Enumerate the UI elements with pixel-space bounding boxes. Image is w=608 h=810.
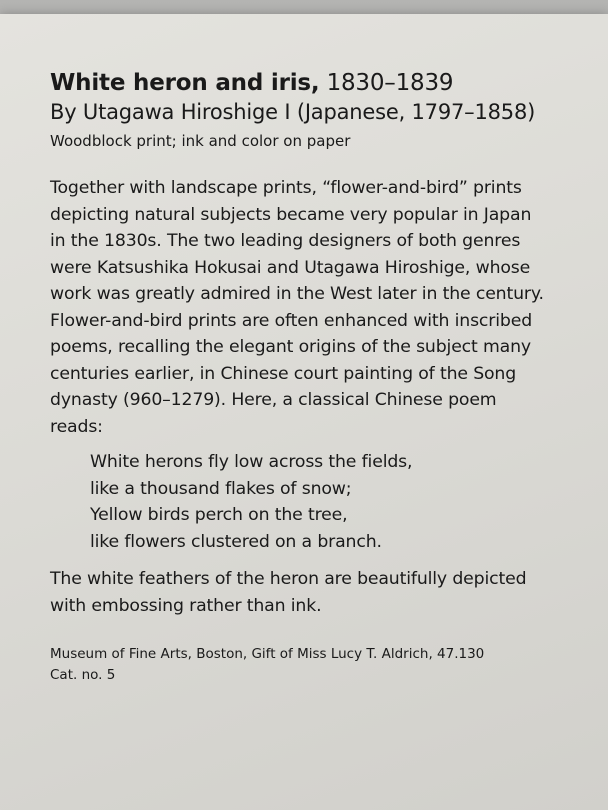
poem-block: [90, 449, 590, 555]
catalog-number: Cat. no. 5: [50, 667, 116, 683]
description-line: dynasty (960–1279). Here, a classical Chinese poem: [50, 390, 497, 410]
description-line: reads:: [50, 416, 103, 437]
poem-line: White herons fly low across the fields,: [90, 452, 413, 472]
description-line: depicting natural subjects became very popular in Japan: [50, 204, 532, 225]
description-line: were Katsushika Hokusai and Utagawa Hiroshige, whose: [50, 257, 531, 278]
medium-line: Woodblock print; ink and color on paper: [50, 132, 351, 150]
artist-line: By Utagawa Hiroshige I (Japanese, 1797–1858): [50, 100, 536, 124]
description-line: poems, recalling the elegant origins of the subject many: [50, 337, 532, 357]
credit-text: Museum of Fine Arts, Boston, Gift of Miss Lucy T. Aldrich, 47.130: [50, 646, 485, 662]
artwork-date: 1830–1839: [326, 70, 454, 96]
description-line: work was greatly admired in the West later in the century.: [50, 284, 544, 304]
description-line: centuries earlier, in Chinese court painting of the Song: [50, 363, 517, 384]
description-paragraph: [50, 175, 590, 440]
label-content: [50, 68, 590, 686]
museum-label-card: [0, 14, 608, 810]
closing-line: The white feathers of the heron are beautifully depicted: [50, 569, 527, 589]
poem-line: Yellow birds perch on the tree,: [90, 505, 348, 525]
description-line: in the 1830s. The two leading designers of both genres: [50, 231, 521, 251]
closing-line: with embossing rather than ink.: [50, 595, 322, 616]
credit-line: [50, 644, 590, 686]
poem-line: like a thousand flakes of snow;: [90, 478, 352, 499]
description-line: Flower-and-bird prints are often enhanced with inscribed: [50, 310, 533, 331]
closing-paragraph: [50, 566, 590, 619]
title-line: [50, 68, 590, 98]
description-line: Together with landscape prints, “flower-and-bird” prints: [50, 178, 522, 198]
artwork-title: White heron and iris,: [50, 70, 320, 96]
poem-line: like flowers clustered on a branch.: [90, 531, 382, 552]
